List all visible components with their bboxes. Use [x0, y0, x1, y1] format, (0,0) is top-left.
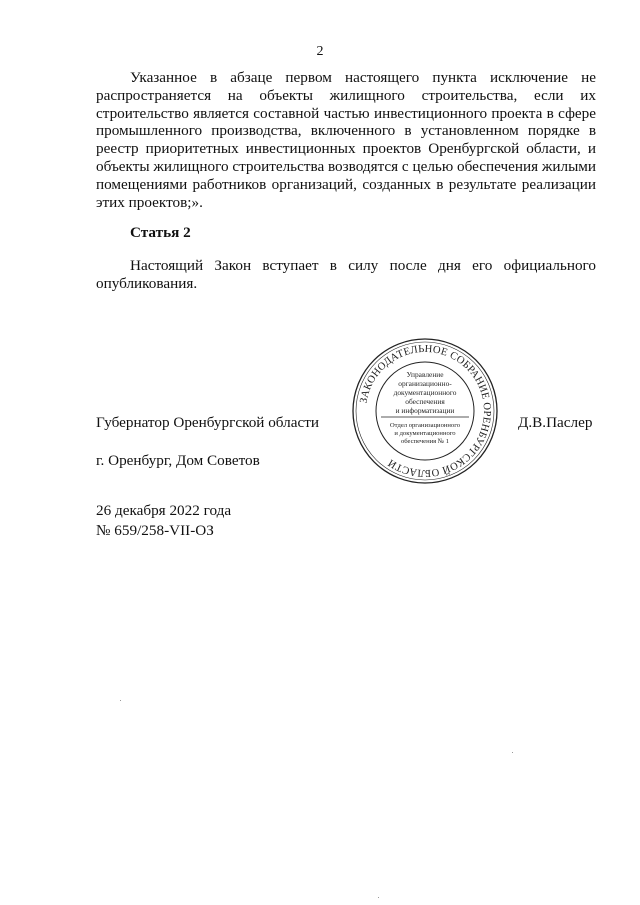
law-number: № 659/258-VII-ОЗ [96, 522, 214, 539]
seal-line: документационного [393, 388, 457, 397]
seal-ring-text: ЗАКОНОДАТЕЛЬНОЕ СОБРАНИЕ ОРЕНБУРГСКОЙ ОБЛАСТИ [358, 343, 493, 479]
signature-name: Д.В.Паслер [518, 414, 593, 431]
signature-place: г. Оренбург, Дом Советов [96, 452, 260, 469]
seal-line: обеспечения [405, 397, 445, 406]
official-seal [351, 337, 499, 485]
seal-line: организационно- [398, 379, 452, 388]
scan-speck [512, 752, 513, 753]
article-heading: Статья 2 [130, 224, 191, 241]
seal-line: и информатизации [395, 406, 455, 415]
seal-line: Управление [406, 370, 444, 379]
signature-title: Губернатор Оренбургской области [96, 414, 319, 431]
seal-line: и документационного [394, 430, 456, 437]
paragraph-exception: Указанное в абзаце первом настоящего пункта исключение не распространяется на объекты жилищного строительства, если их строительство является составной частью инвестиционного проекта в сфере промышленного производства, включенного в установленном порядке в реестр приоритетных инвестиционных проектов Оренбургской области, и объекты жилищного строительства возводятся с целью обеспечения жилыми помещениями работников организаций, созданных в результате реализации этих проектов;». [96, 69, 597, 211]
signature-date: 26 декабря 2022 года [96, 502, 232, 519]
seal-line: обеспечения № 1 [400, 438, 450, 445]
seal-line: Отдел организационного [389, 422, 461, 429]
scan-speck [378, 897, 379, 898]
paragraph-entry-into-force: Настоящий Закон вступает в силу после дня его официального опубликования. [96, 257, 596, 292]
scan-speck [120, 700, 121, 701]
page-number: 2 [316, 44, 324, 59]
